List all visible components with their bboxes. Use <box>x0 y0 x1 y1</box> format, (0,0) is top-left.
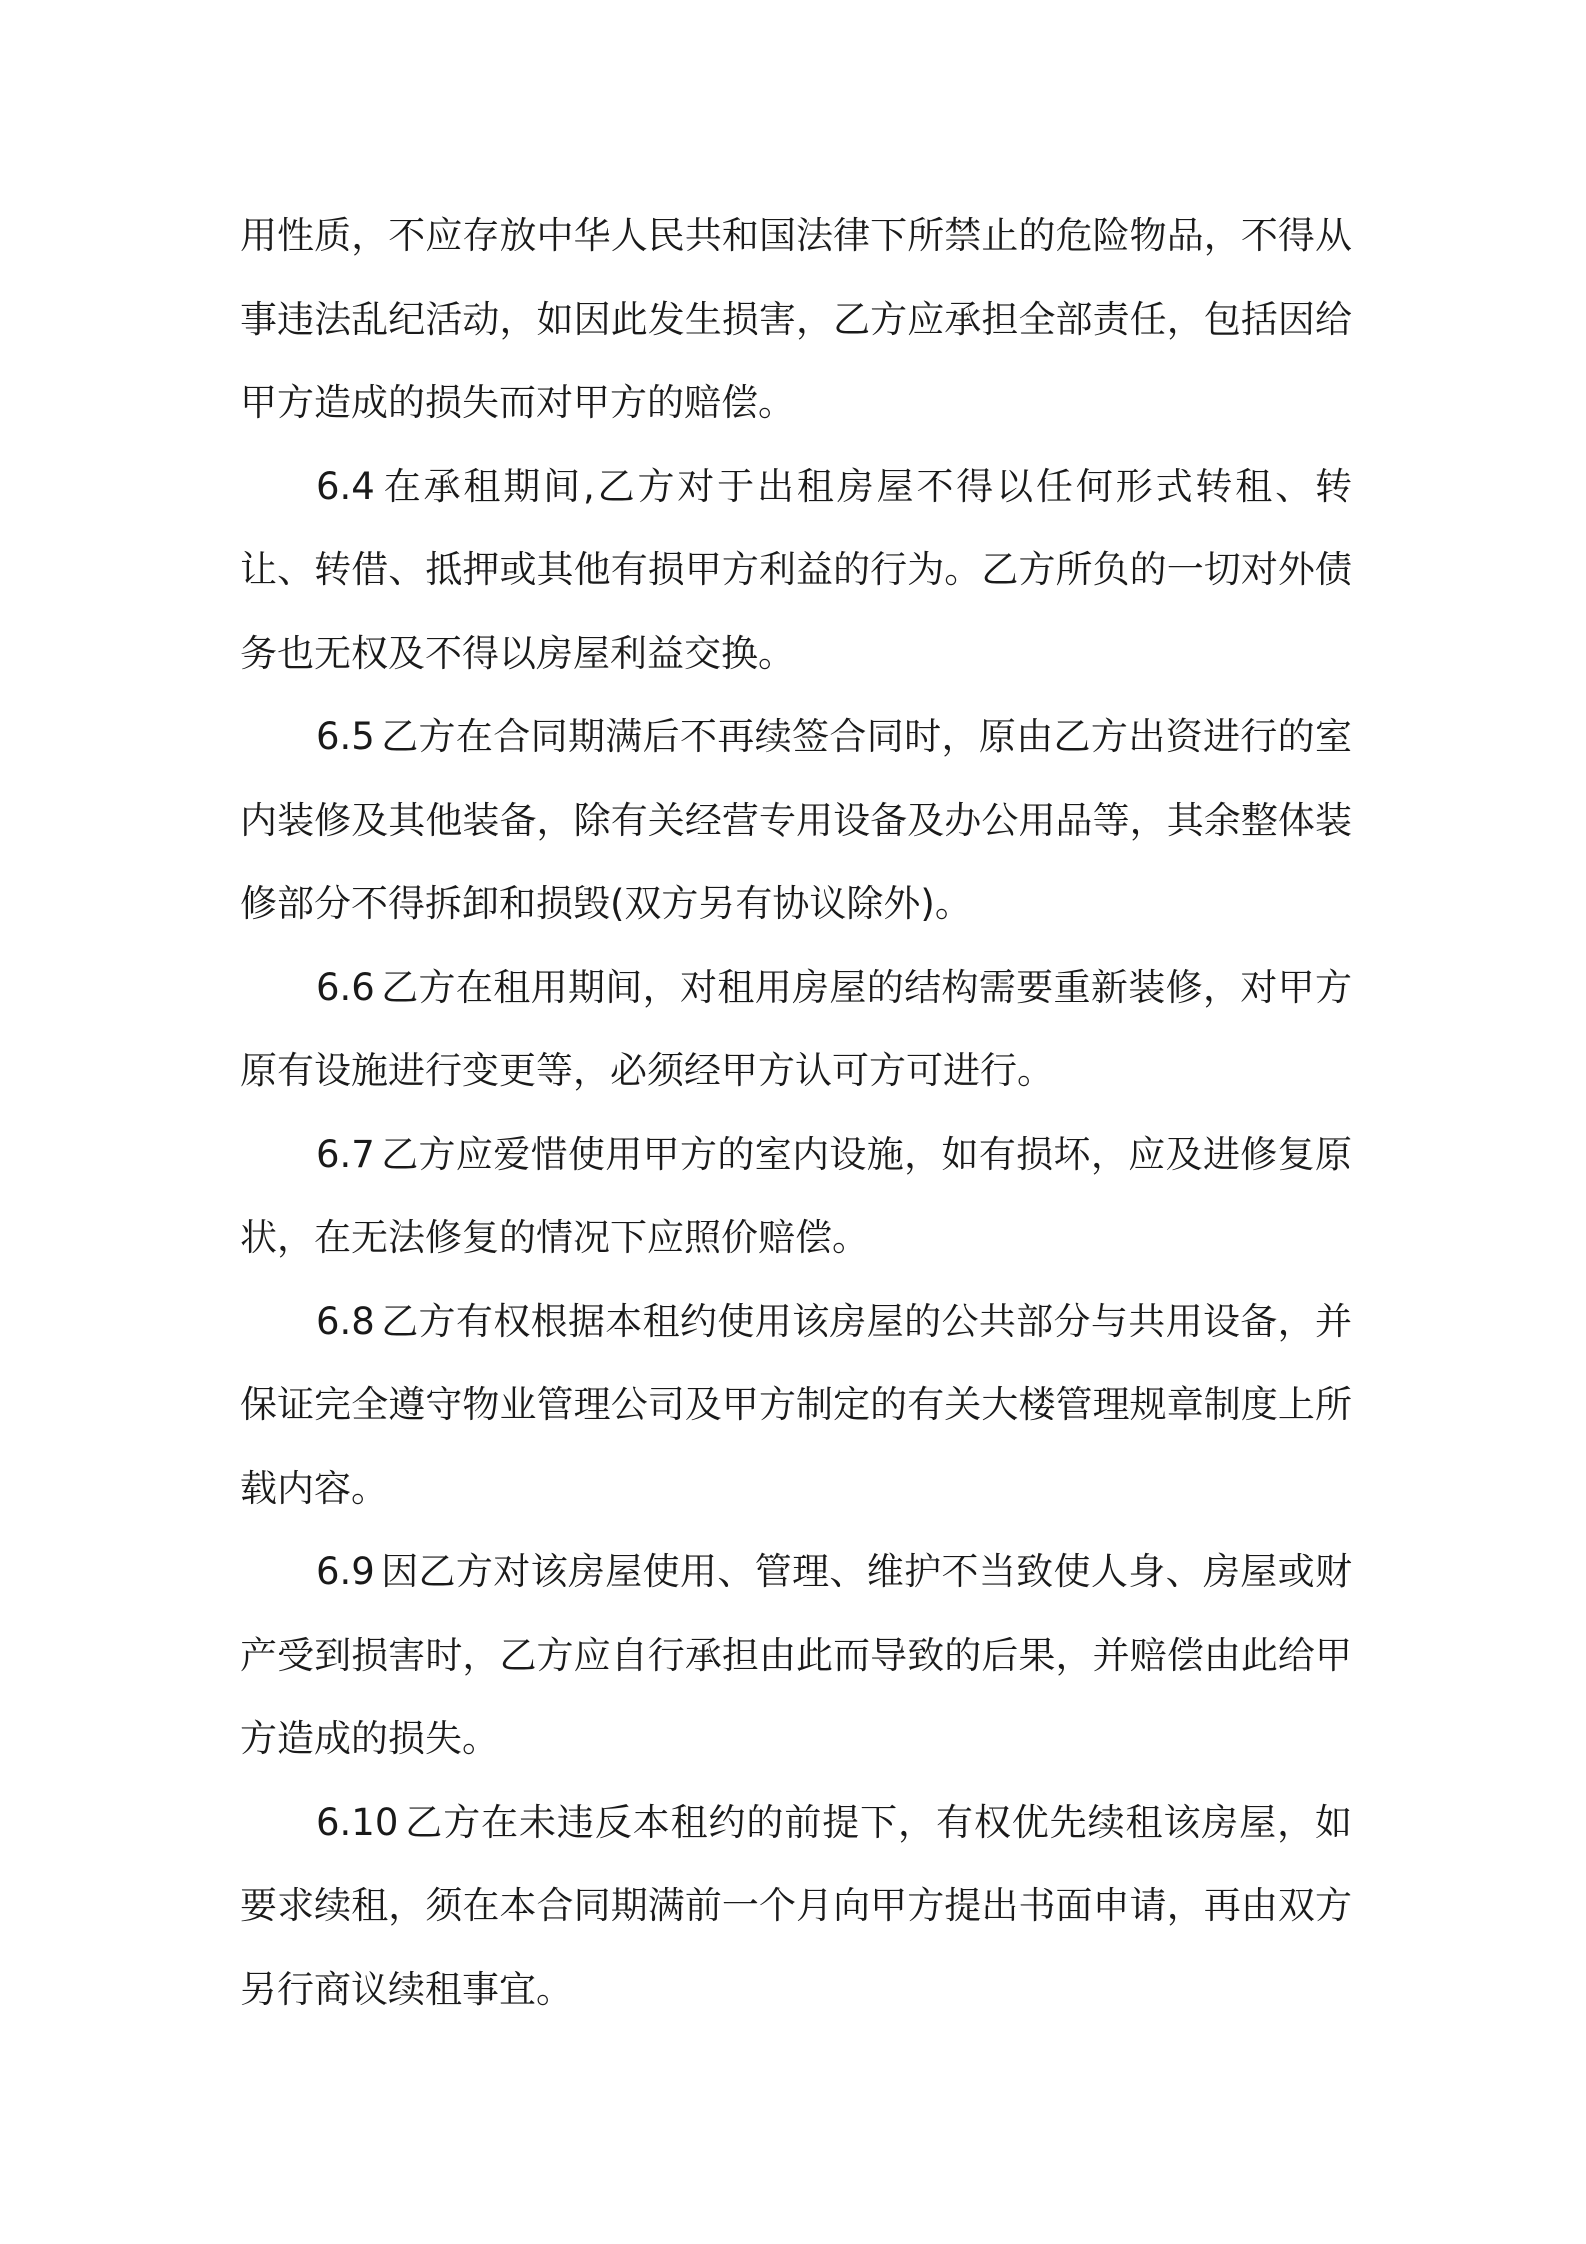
clause-6-5 <box>240 695 1352 946</box>
document-body <box>240 194 1352 2031</box>
clause-text: 在承租期间,乙方对于出租房屋不得以任何形式转租、转让、转借、抵押或其他有损甲方利益的行为。乙方所负的一切对外债务也无权及不得以房屋利益交换。 <box>240 464 1352 675</box>
clause-text: 乙方有权根据本租约使用该房屋的公共部分与共用设备，并保证完全遵守物业管理公司及甲方制定的有关大楼管理规章制度上所载内容。 <box>240 1299 1352 1510</box>
clause-6-7 <box>240 1113 1352 1280</box>
clause-number: 6.5 <box>316 715 375 758</box>
clause-6-10 <box>240 1781 1352 2032</box>
clause-text: 因乙方对该房屋使用、管理、维护不当致使人身、房屋或财产受到损害时，乙方应自行承担由此而导致的后果，并赔偿由此给甲方造成的损失。 <box>240 1550 1352 1760</box>
clause-text: 乙方在未违反本租约的前提下，有权优先续租该房屋，如要求续租，须在本合同期满前一个月向甲方提出书面申请，再由双方另行商议续租事宜。 <box>240 1800 1352 2011</box>
clause-text: 乙方在租用期间，对租用房屋的结构需要重新装修，对甲方原有设施进行变更等，必须经甲方认可方可进行。 <box>240 965 1352 1092</box>
clause-6-4 <box>240 445 1352 696</box>
clause-6-8 <box>240 1280 1352 1531</box>
clause-text: 乙方在合同期满后不再续签合同时，原由乙方出资进行的室内装修及其他装备，除有关经营专用设备及办公用品等，其余整体装修部分不得拆卸和损毁(双方另有协议除外)。 <box>240 715 1352 925</box>
clause-number: 6.4 <box>316 464 375 508</box>
clause-number: 6.7 <box>316 1132 375 1176</box>
paragraph-text: 用性质，不应存放中华人民共和国法律下所禁止的危险物品，不得从事违法乱纪活动，如因此发生损害，乙方应承担全部责任，包括因给甲方造成的损失而对甲方的赔偿。 <box>240 214 1352 424</box>
paragraph-continuation <box>240 194 1352 445</box>
clause-number: 6.8 <box>316 1299 375 1343</box>
clause-6-9 <box>240 1530 1352 1781</box>
clause-text: 乙方应爱惜使用甲方的室内设施，如有损坏，应及进修复原状，在无法修复的情况下应照价赔偿。 <box>240 1132 1352 1259</box>
clause-number: 6.9 <box>316 1550 375 1593</box>
clause-number: 6.10 <box>316 1800 399 1844</box>
clause-number: 6.6 <box>316 965 375 1009</box>
clause-6-6 <box>240 946 1352 1113</box>
